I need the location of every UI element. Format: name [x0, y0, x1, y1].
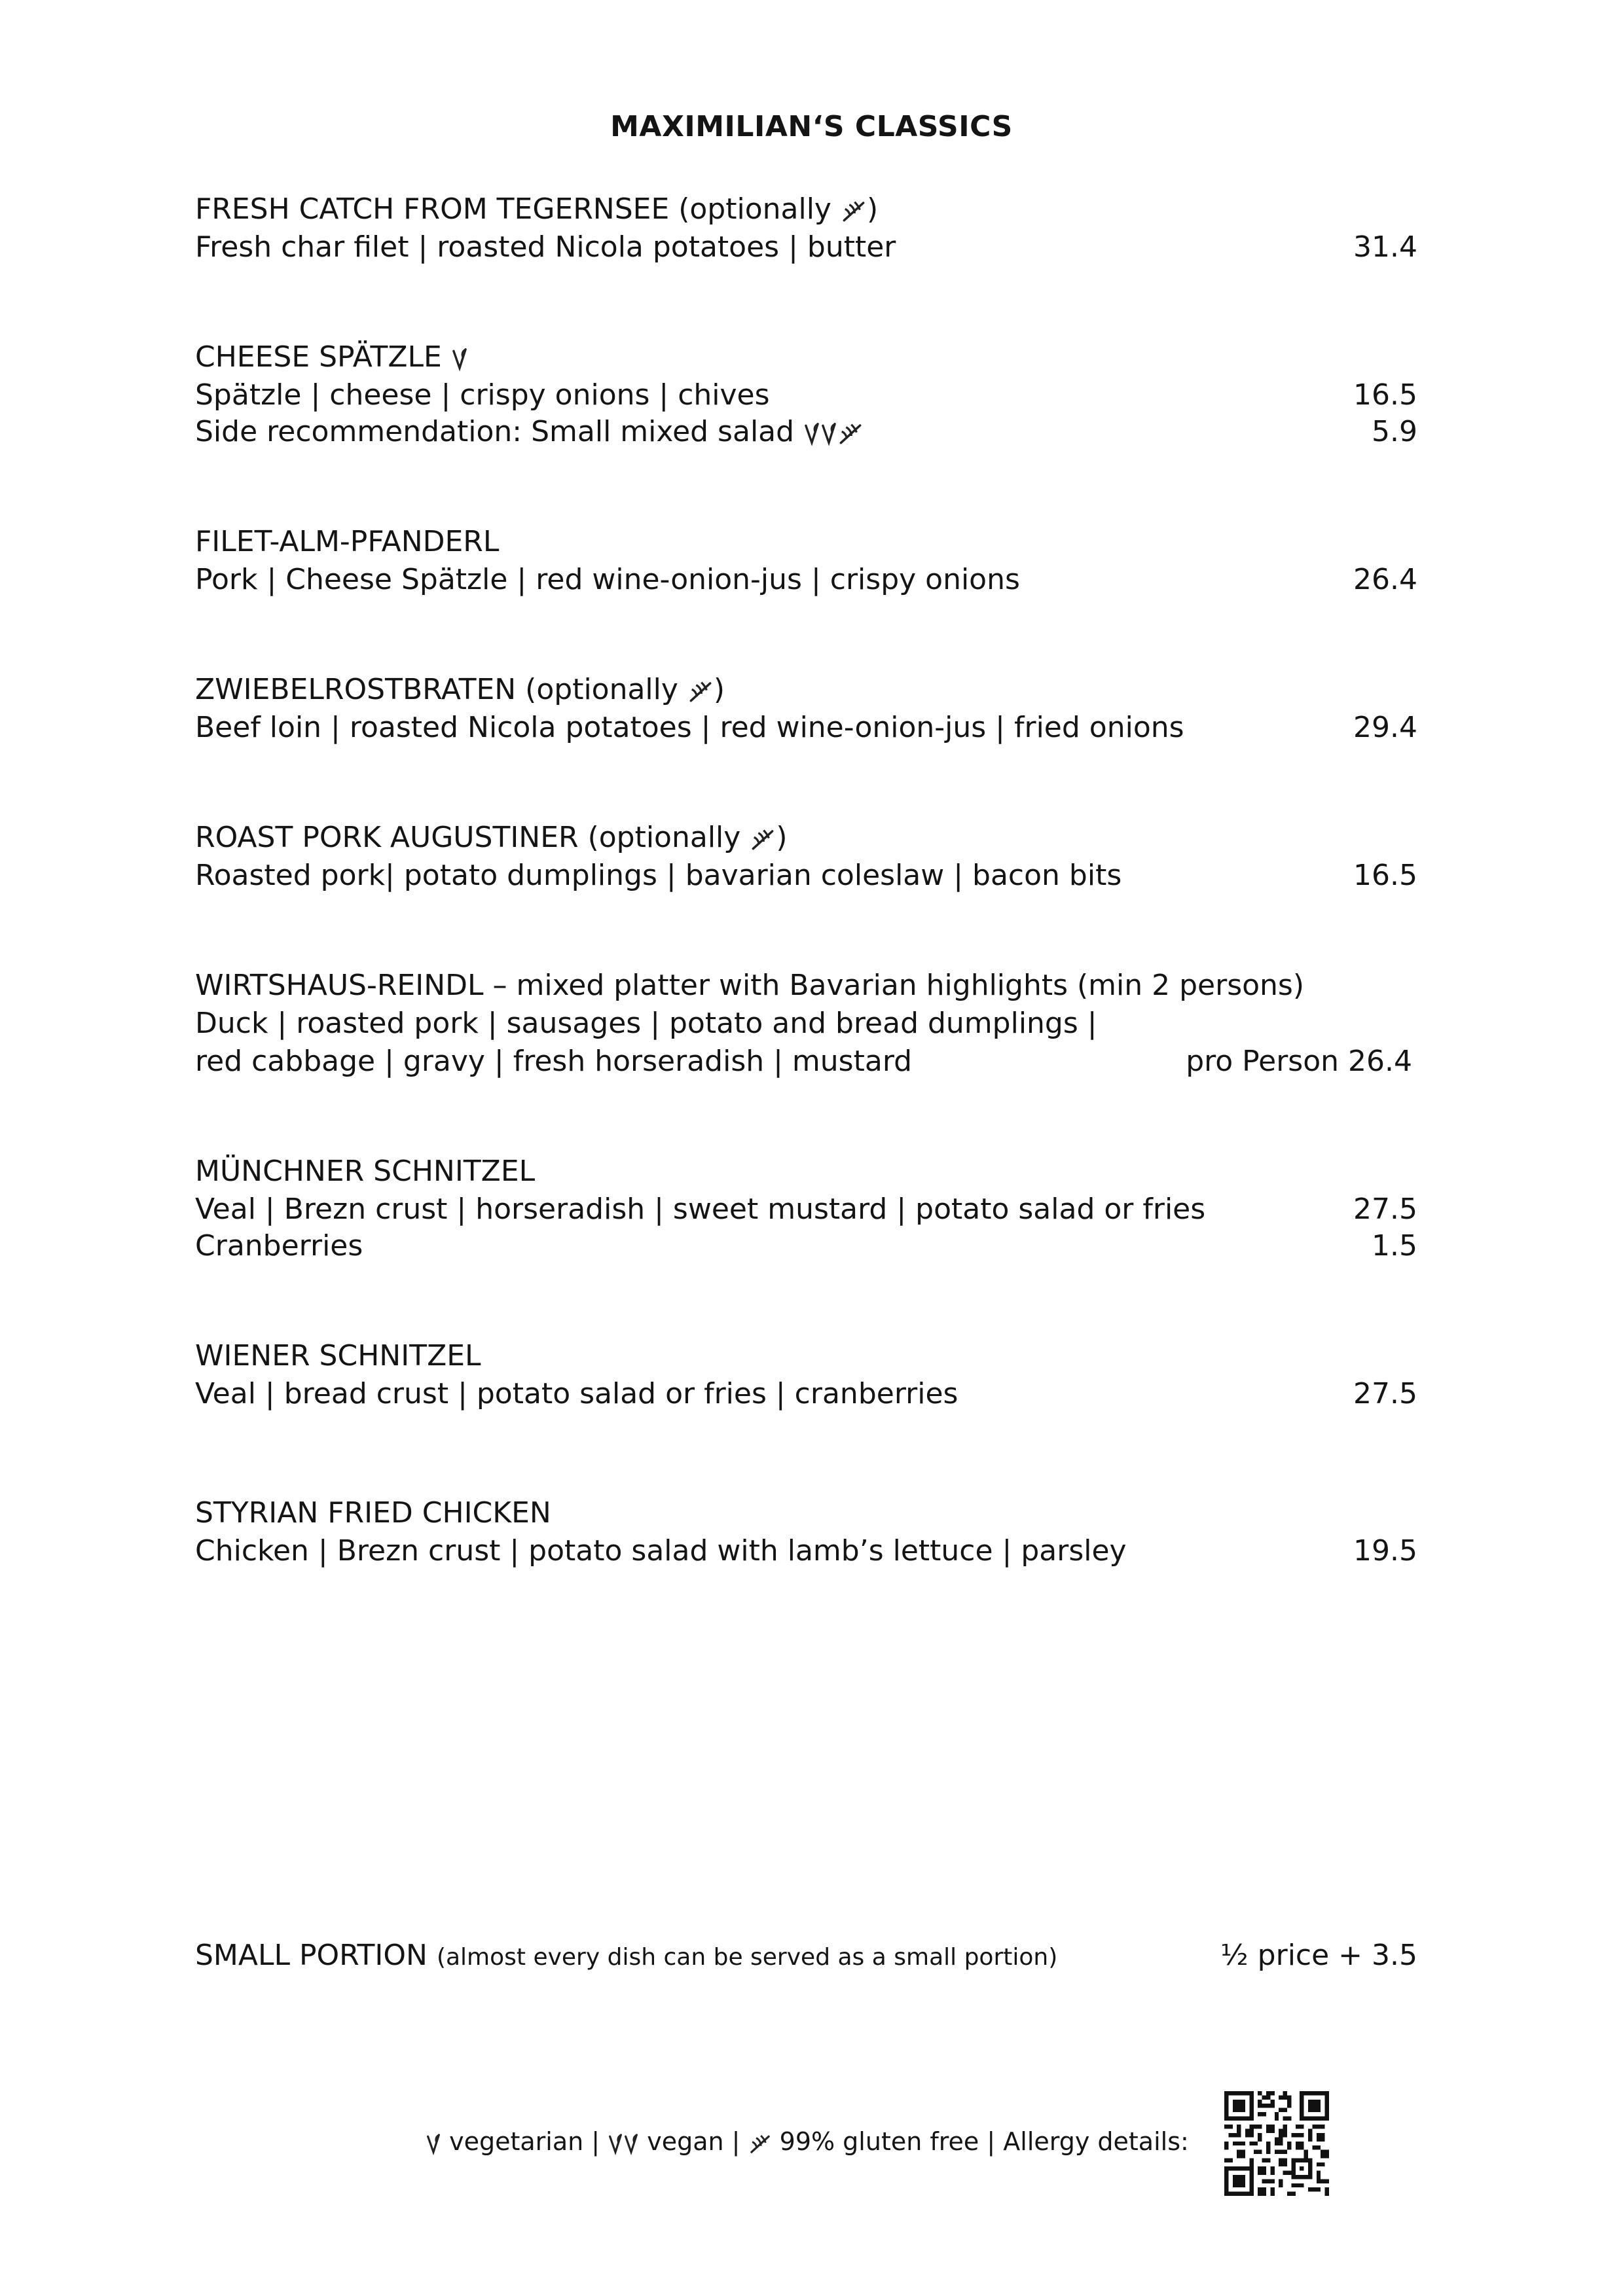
side-recommendation: Side recommendation: Small mixed salad [195, 414, 864, 450]
dish-title-styrian-fried-chicken: STYRIAN FRIED CHICKEN [195, 1496, 551, 1530]
dish-description: Veal | Brezn crust | horseradish | sweet mustard | potato salad or fries [195, 1193, 1206, 1226]
dish-title-muenchner-schnitzel: MÜNCHNER SCHNITZEL [195, 1155, 536, 1188]
dish-title-wiener-schnitzel: WIENER SCHNITZEL [195, 1339, 481, 1372]
dish-price: pro Person 26.4 [1186, 1045, 1412, 1078]
gluten-free-wheat-icon [750, 826, 776, 852]
dish-price: 26.4 [1353, 563, 1417, 596]
small-portion-label: SMALL PORTION [195, 1939, 437, 1972]
dish-description: Roasted pork| potato dumplings | bavarian coleslaw | bacon bits [195, 859, 1122, 892]
page-title: MAXIMILIAN‘S CLASSICS [610, 110, 1013, 143]
small-portion-price: ½ price + 3.5 [1220, 1939, 1417, 1972]
dish-description-continued: red cabbage | gravy | fresh horseradish | mustard [195, 1045, 913, 1078]
small-portion-note: (almost every dish can be served as a small portion) [436, 1944, 1058, 1971]
dish-price: 31.4 [1353, 230, 1417, 264]
dish-title-fresh-catch: FRESH CATCH FROM TEGERNSEE (optionally ) [195, 192, 879, 226]
dish-title-cheese-spaetzle: CHEESE SPÄTZLE [195, 339, 468, 376]
vegetarian-leaf-icon [426, 2132, 441, 2155]
dish-description: Beef loin | roasted Nicola potatoes | red wine-onion-jus | fried onions [195, 711, 1184, 744]
dish-price: 27.5 [1353, 1193, 1417, 1226]
dish-description: Chicken | Brezn crust | potato salad with lamb’s lettuce | parsley [195, 1534, 1127, 1568]
small-portion-line [195, 1937, 1057, 1976]
dish-price: 27.5 [1353, 1377, 1417, 1410]
dish-price: 19.5 [1353, 1534, 1417, 1568]
gluten-free-wheat-icon [841, 198, 867, 224]
vegetarian-leaf-icon [451, 346, 468, 372]
dish-description: Veal | bread crust | potato salad or fries | cranberries [195, 1377, 958, 1410]
dietary-legend: vegetarian | vegan | 99% gluten free | Allergy details: [426, 2123, 1189, 2160]
vegan-double-leaf-icon [803, 420, 837, 446]
dish-price: 29.4 [1353, 711, 1417, 744]
gluten-free-wheat-icon [687, 678, 714, 704]
dish-title-zwiebelrostbraten: ZWIEBELROSTBRATEN (optionally ) [195, 673, 725, 706]
gluten-free-wheat-icon [837, 420, 864, 446]
gluten-free-wheat-icon [748, 2132, 772, 2155]
dish-description: Spätzle | cheese | crispy onions | chives [195, 378, 770, 412]
dish-price: 16.5 [1353, 859, 1417, 892]
dish-price: 16.5 [1353, 378, 1417, 412]
dish-title-filet-alm-pfanderl: FILET-ALM-PFANDERL [195, 525, 500, 558]
dish-description: Pork | Cheese Spätzle | red wine-onion-jus | crispy onions [195, 563, 1020, 596]
dish-extra: Cranberries [195, 1229, 363, 1263]
vegan-double-leaf-icon [608, 2132, 639, 2155]
dish-title-wirtshaus-reindl: WIRTSHAUS-REINDL – mixed platter with Bavarian highlights (min 2 persons) [195, 969, 1305, 1002]
dish-description: Fresh char filet | roasted Nicola potatoes | butter [195, 230, 896, 264]
allergy-qr-code[interactable] [1224, 2091, 1329, 2196]
side-price: 5.9 [1372, 415, 1417, 448]
dish-description: Duck | roasted pork | sausages | potato and bread dumplings | [195, 1007, 1097, 1040]
dish-title-roast-pork: ROAST PORK AUGUSTINER (optionally ) [195, 821, 788, 854]
dish-extra-price: 1.5 [1372, 1229, 1417, 1263]
